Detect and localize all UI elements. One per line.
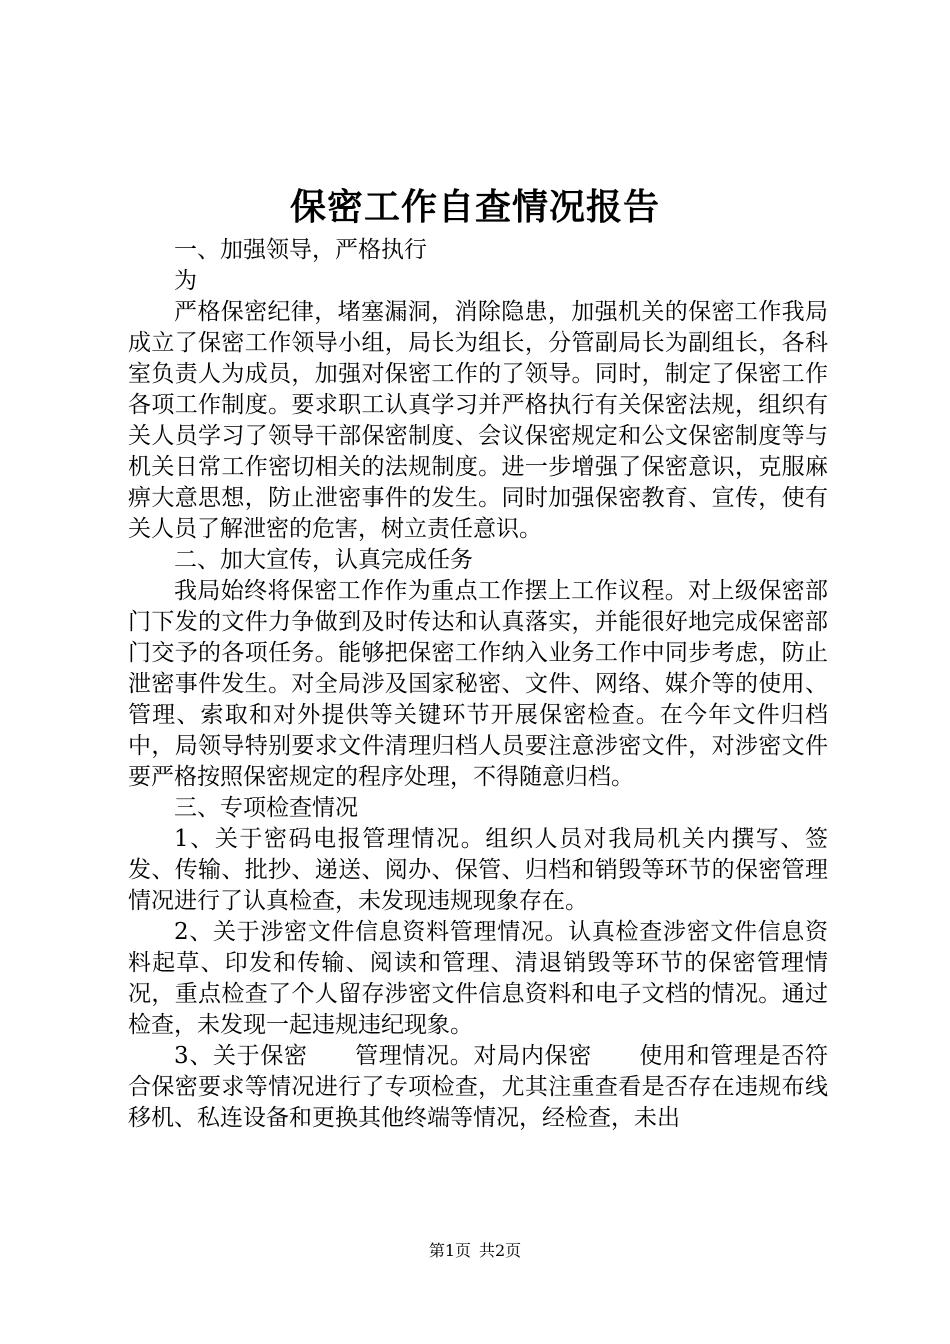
paragraph-leadership: 严格保密纪律，堵塞漏洞，消除隐患，加强机关的保密工作我局成立了保密工作领导小组，局长为组长，分管副局长为副组长，各科室负责人为成员，加强对保密工作的了领导。同时，制定了保密工作各项工作制度。要求职工认真学习并严格执行有关保密法规，组织有关人员学习了领导干部保密制度、会议保密规定和公文保密制度等与机关日常工作密切相关的法规制度。进一步增强了保密意识，克服麻痹大意思想，防止泄密事件的发生。同时加强保密教育、宣传，使有关人员了解泄密的危害，树立责任意识。	[128, 299, 828, 542]
paragraph-publicity: 我局始终将保密工作作为重点工作摆上工作议程。对上级保密部门下发的文件力争做到及时传达和认真落实，并能很好地完成保密部门交予的各项任务。能够把保密工作纳入业务工作中同步考虑，防止泄密事件发生。对全局涉及国家秘密、文件、网络、媒介等的使用、管理、索取和对外提供等关键环节开展保密检查。在今年文件归档中，局领导特别要求文件清理归档人员要注意涉密文件，对涉密文件要严格按照保密规定的程序处理，不得随意归档。	[128, 578, 828, 790]
page-number: 第1页	[428, 1241, 471, 1260]
paragraph-item-2: 2、关于涉密文件信息资料管理情况。认真检查涉密文件信息资料起草、印发和传输、阅读和管理、清退销毁等环节的保密管理情况，重点检查了个人留存涉密文件信息资料和电子文档的情况。通过检查，未发现一起违规违纪现象。	[128, 919, 828, 1038]
paragraph-fragment: 为	[174, 268, 197, 294]
document-title: 保密工作自查情况报告	[289, 186, 660, 228]
section-heading-3: 三、专项检查情况	[174, 795, 358, 821]
section-heading-2: 二、加大宣传，认真完成任务	[174, 547, 473, 573]
section-heading-1: 一、加强领导，严格执行	[174, 237, 427, 263]
paragraph-item-1: 1、关于密码电报管理情况。组织人员对我局机关内撰写、签发、传输、批抄、递送、阅办、保管、归档和销毁等环节的保密管理情况进行了认真检查，未发现违规现象存在。	[128, 826, 828, 914]
page-footer	[0, 1240, 950, 1262]
paragraph-item-3: 3、关于保密 管理情况。对局内保密 使用和管理是否符合保密要求等情况进行了专项检查，尤其注重查看是否存在违规布线移机、私连设备和更换其他终端等情况，经检查，未出	[128, 1043, 828, 1131]
document-body	[128, 235, 828, 1134]
page-total: 共2页	[479, 1241, 522, 1260]
